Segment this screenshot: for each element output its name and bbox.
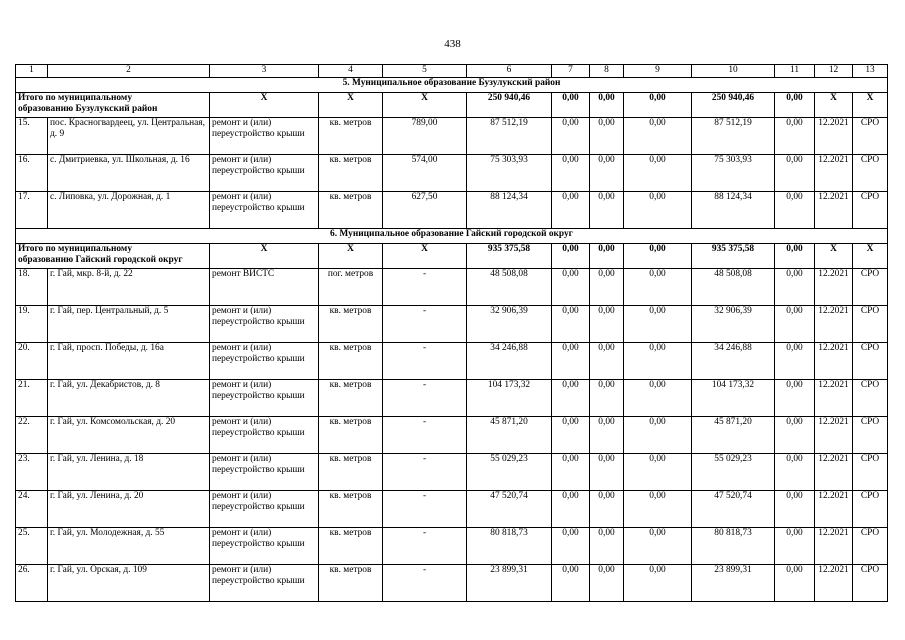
value-c11: 0,00 — [775, 192, 815, 229]
table-row — [16, 269, 888, 306]
operator: СРО — [853, 417, 888, 454]
value-c10: 88 124,34 — [692, 192, 775, 229]
value-c11: 0,00 — [775, 491, 815, 528]
address: г. Гай, ул. Орская, д. 109 — [48, 565, 210, 602]
completion-date: 12.2021 — [815, 306, 853, 343]
value-c8: 0,00 — [590, 491, 624, 528]
value-c7: 0,00 — [552, 491, 590, 528]
row-number: 20. — [16, 343, 48, 380]
address: г. Гай, пер. Центральный, д. 5 — [48, 306, 210, 343]
column-number: 13 — [853, 65, 888, 78]
work-type: ремонт и (или) переустройство крыши — [210, 306, 319, 343]
row-number: 23. — [16, 454, 48, 491]
address: г. Гай, ул. Комсомольская, д. 20 — [48, 417, 210, 454]
quantity: - — [383, 269, 467, 306]
unit: кв. метров — [319, 417, 383, 454]
operator: СРО — [853, 528, 888, 565]
value-c9: 0,00 — [624, 269, 692, 306]
column-number: 12 — [815, 65, 853, 78]
operator: СРО — [853, 343, 888, 380]
value-c10: 32 906,39 — [692, 306, 775, 343]
value-c10: 55 029,23 — [692, 454, 775, 491]
total-value-c8: 0,00 — [590, 244, 624, 269]
total-cost: 55 029,23 — [467, 454, 552, 491]
total-value-c13: X — [853, 93, 888, 118]
quantity: - — [383, 454, 467, 491]
total-value-c3: X — [210, 93, 319, 118]
value-c10: 104 173,32 — [692, 380, 775, 417]
row-number: 26. — [16, 565, 48, 602]
total-label — [16, 244, 210, 269]
completion-date: 12.2021 — [815, 192, 853, 229]
total-cost: 23 899,31 — [467, 565, 552, 602]
operator: СРО — [853, 306, 888, 343]
table-row — [16, 118, 888, 155]
total-value-c7: 0,00 — [552, 244, 590, 269]
value-c8: 0,00 — [590, 528, 624, 565]
total-cost: 75 303,93 — [467, 155, 552, 192]
value-c7: 0,00 — [552, 380, 590, 417]
table-row — [16, 380, 888, 417]
address: г. Гай, ул. Ленина, д. 18 — [48, 454, 210, 491]
work-type: ремонт и (или) переустройство крыши — [210, 118, 319, 155]
completion-date: 12.2021 — [815, 380, 853, 417]
total-value-c12: X — [815, 93, 853, 118]
unit: кв. метров — [319, 343, 383, 380]
value-c9: 0,00 — [624, 306, 692, 343]
section-total-row — [16, 244, 888, 269]
column-number: 8 — [590, 65, 624, 78]
work-type: ремонт и (или) переустройство крыши — [210, 380, 319, 417]
row-number: 19. — [16, 306, 48, 343]
value-c10: 80 818,73 — [692, 528, 775, 565]
total-cost: 32 906,39 — [467, 306, 552, 343]
value-c10: 34 246,88 — [692, 343, 775, 380]
value-c7: 0,00 — [552, 417, 590, 454]
total-value-c9: 0,00 — [624, 93, 692, 118]
total-label-line: образованию Бузулукский район — [18, 104, 158, 114]
operator: СРО — [853, 380, 888, 417]
quantity: 574,00 — [383, 155, 467, 192]
address: с. Дмитриевка, ул. Школьная, д. 16 — [48, 155, 210, 192]
column-number: 3 — [210, 65, 319, 78]
column-number: 11 — [775, 65, 815, 78]
value-c7: 0,00 — [552, 155, 590, 192]
table-row — [16, 306, 888, 343]
address: г. Гай, ул. Ленина, д. 20 — [48, 491, 210, 528]
value-c9: 0,00 — [624, 380, 692, 417]
value-c8: 0,00 — [590, 306, 624, 343]
value-c10: 23 899,31 — [692, 565, 775, 602]
value-c8: 0,00 — [590, 454, 624, 491]
work-type: ремонт и (или) переустройство крыши — [210, 192, 319, 229]
operator: СРО — [853, 269, 888, 306]
column-number: 4 — [319, 65, 383, 78]
unit: кв. метров — [319, 565, 383, 602]
row-number: 21. — [16, 380, 48, 417]
column-number: 9 — [624, 65, 692, 78]
section-total-row — [16, 93, 888, 118]
column-number: 7 — [552, 65, 590, 78]
column-number: 1 — [16, 65, 48, 78]
work-type: ремонт и (или) переустройство крыши — [210, 454, 319, 491]
address: г. Гай, просп. Победы, д. 16а — [48, 343, 210, 380]
quantity: 627,50 — [383, 192, 467, 229]
value-c11: 0,00 — [775, 380, 815, 417]
quantity: - — [383, 491, 467, 528]
row-number: 22. — [16, 417, 48, 454]
work-type: ремонт и (или) переустройство крыши — [210, 491, 319, 528]
address: г. Гай, мкр. 8-й, д. 22 — [48, 269, 210, 306]
operator: СРО — [853, 155, 888, 192]
total-label-line: образованию Гайский городской округ — [18, 255, 183, 265]
total-value-c6: 935 375,58 — [467, 244, 552, 269]
total-label-line: Итого по муниципальному — [18, 93, 133, 103]
completion-date: 12.2021 — [815, 343, 853, 380]
value-c9: 0,00 — [624, 155, 692, 192]
quantity: 789,00 — [383, 118, 467, 155]
page-number: 438 — [444, 38, 461, 50]
total-value-c8: 0,00 — [590, 93, 624, 118]
value-c7: 0,00 — [552, 343, 590, 380]
value-c7: 0,00 — [552, 454, 590, 491]
column-number: 6 — [467, 65, 552, 78]
unit: кв. метров — [319, 380, 383, 417]
section-heading-row — [16, 78, 888, 93]
work-type: ремонт и (или) переустройство крыши — [210, 343, 319, 380]
value-c10: 47 520,74 — [692, 491, 775, 528]
table-row — [16, 155, 888, 192]
work-type: ремонт и (или) переустройство крыши — [210, 155, 319, 192]
operator: СРО — [853, 454, 888, 491]
total-label — [16, 93, 210, 118]
total-cost: 87 512,19 — [467, 118, 552, 155]
table-row — [16, 565, 888, 602]
row-number: 25. — [16, 528, 48, 565]
value-c8: 0,00 — [590, 417, 624, 454]
total-cost: 48 508,08 — [467, 269, 552, 306]
unit: кв. метров — [319, 306, 383, 343]
value-c9: 0,00 — [624, 491, 692, 528]
value-c11: 0,00 — [775, 306, 815, 343]
row-number: 15. — [16, 118, 48, 155]
total-label-line: Итого по муниципальному — [18, 244, 133, 254]
column-number-row — [16, 65, 888, 78]
value-c11: 0,00 — [775, 417, 815, 454]
value-c9: 0,00 — [624, 192, 692, 229]
value-c9: 0,00 — [624, 454, 692, 491]
completion-date: 12.2021 — [815, 269, 853, 306]
quantity: - — [383, 343, 467, 380]
value-c10: 48 508,08 — [692, 269, 775, 306]
quantity: - — [383, 417, 467, 454]
row-number: 17. — [16, 192, 48, 229]
total-value-c3: X — [210, 244, 319, 269]
value-c9: 0,00 — [624, 343, 692, 380]
value-c8: 0,00 — [590, 269, 624, 306]
value-c11: 0,00 — [775, 343, 815, 380]
total-value-c4: X — [319, 244, 383, 269]
table-row — [16, 528, 888, 565]
value-c11: 0,00 — [775, 454, 815, 491]
unit: кв. метров — [319, 118, 383, 155]
table-row — [16, 192, 888, 229]
row-number: 18. — [16, 269, 48, 306]
value-c10: 45 871,20 — [692, 417, 775, 454]
column-number: 2 — [48, 65, 210, 78]
completion-date: 12.2021 — [815, 528, 853, 565]
operator: СРО — [853, 118, 888, 155]
total-value-c10: 250 940,46 — [692, 93, 775, 118]
unit: кв. метров — [319, 192, 383, 229]
value-c10: 87 512,19 — [692, 118, 775, 155]
total-value-c9: 0,00 — [624, 244, 692, 269]
operator: СРО — [853, 491, 888, 528]
table-row — [16, 417, 888, 454]
quantity: - — [383, 565, 467, 602]
total-value-c7: 0,00 — [552, 93, 590, 118]
table-row — [16, 491, 888, 528]
completion-date: 12.2021 — [815, 118, 853, 155]
section-heading-row — [16, 229, 888, 244]
value-c7: 0,00 — [552, 269, 590, 306]
value-c8: 0,00 — [590, 380, 624, 417]
value-c8: 0,00 — [590, 192, 624, 229]
total-value-c4: X — [319, 93, 383, 118]
value-c11: 0,00 — [775, 155, 815, 192]
completion-date: 12.2021 — [815, 417, 853, 454]
work-type: ремонт и (или) переустройство крыши — [210, 528, 319, 565]
value-c10: 75 303,93 — [692, 155, 775, 192]
value-c7: 0,00 — [552, 306, 590, 343]
table-body — [16, 65, 888, 602]
value-c8: 0,00 — [590, 565, 624, 602]
completion-date: 12.2021 — [815, 565, 853, 602]
value-c9: 0,00 — [624, 118, 692, 155]
address: г. Гай, ул. Декабристов, д. 8 — [48, 380, 210, 417]
total-value-c12: X — [815, 244, 853, 269]
total-value-c5: X — [383, 244, 467, 269]
work-type: ремонт ВИСТС — [210, 269, 319, 306]
value-c11: 0,00 — [775, 269, 815, 306]
total-cost: 88 124,34 — [467, 192, 552, 229]
unit: кв. метров — [319, 528, 383, 565]
section-title: 5. Муниципальное образование Бузулукский район — [16, 78, 888, 93]
value-c7: 0,00 — [552, 565, 590, 602]
column-number: 10 — [692, 65, 775, 78]
operator: СРО — [853, 192, 888, 229]
quantity: - — [383, 380, 467, 417]
value-c8: 0,00 — [590, 343, 624, 380]
address: г. Гай, ул. Молодежная, д. 55 — [48, 528, 210, 565]
unit: кв. метров — [319, 491, 383, 528]
value-c9: 0,00 — [624, 528, 692, 565]
operator: СРО — [853, 565, 888, 602]
table-row — [16, 343, 888, 380]
total-cost: 47 520,74 — [467, 491, 552, 528]
value-c11: 0,00 — [775, 565, 815, 602]
total-value-c5: X — [383, 93, 467, 118]
total-cost: 34 246,88 — [467, 343, 552, 380]
total-value-c11: 0,00 — [775, 93, 815, 118]
value-c8: 0,00 — [590, 118, 624, 155]
completion-date: 12.2021 — [815, 454, 853, 491]
section-title: 6. Муниципальное образование Гайский городской округ — [16, 229, 888, 244]
value-c9: 0,00 — [624, 417, 692, 454]
value-c11: 0,00 — [775, 528, 815, 565]
total-value-c6: 250 940,46 — [467, 93, 552, 118]
value-c11: 0,00 — [775, 118, 815, 155]
total-cost: 104 173,32 — [467, 380, 552, 417]
value-c9: 0,00 — [624, 565, 692, 602]
unit: кв. метров — [319, 155, 383, 192]
address: с. Липовка, ул. Дорожная, д. 1 — [48, 192, 210, 229]
capital-repair-table — [15, 64, 888, 602]
total-value-c13: X — [853, 244, 888, 269]
work-type: ремонт и (или) переустройство крыши — [210, 417, 319, 454]
total-value-c11: 0,00 — [775, 244, 815, 269]
row-number: 24. — [16, 491, 48, 528]
quantity: - — [383, 306, 467, 343]
value-c8: 0,00 — [590, 155, 624, 192]
column-number: 5 — [383, 65, 467, 78]
work-type: ремонт и (или) переустройство крыши — [210, 565, 319, 602]
table-row — [16, 454, 888, 491]
total-cost: 45 871,20 — [467, 417, 552, 454]
completion-date: 12.2021 — [815, 491, 853, 528]
quantity: - — [383, 528, 467, 565]
row-number: 16. — [16, 155, 48, 192]
value-c7: 0,00 — [552, 192, 590, 229]
address: пос. Красногвардеец, ул. Центральная, д. 9 — [48, 118, 210, 155]
completion-date: 12.2021 — [815, 155, 853, 192]
total-value-c10: 935 375,58 — [692, 244, 775, 269]
total-cost: 80 818,73 — [467, 528, 552, 565]
unit: пог. метров — [319, 269, 383, 306]
value-c7: 0,00 — [552, 118, 590, 155]
value-c7: 0,00 — [552, 528, 590, 565]
unit: кв. метров — [319, 454, 383, 491]
